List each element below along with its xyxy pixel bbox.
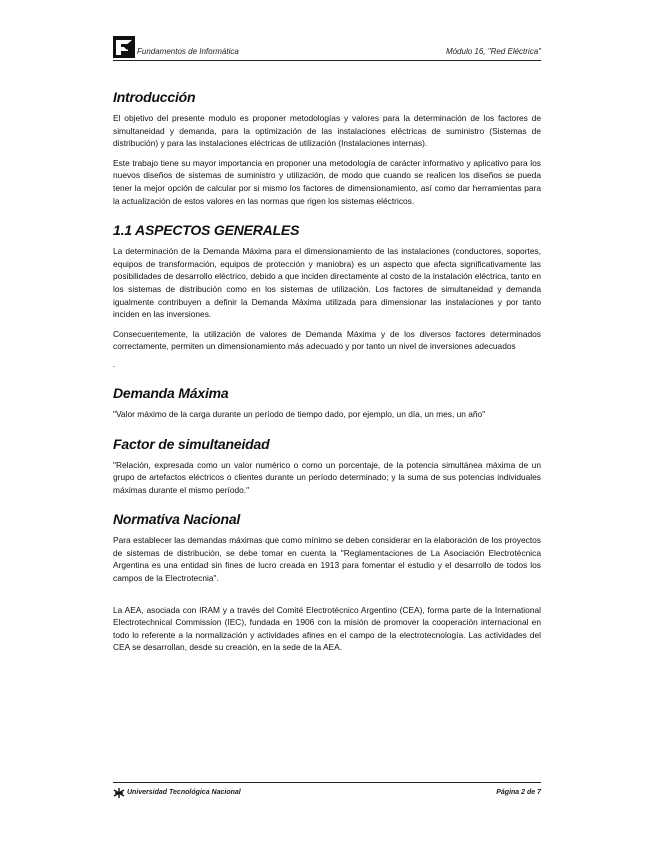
document-body: [113, 88, 541, 654]
section-title-aspectos: 1.1 ASPECTOS GENERALES: [113, 222, 300, 239]
institution-logo: [113, 36, 135, 58]
intro-paragraph-1: El objetivo del presente modulo es proponer metodologías y valores para la determinación de los factores de simultaneidad y demanda, para la optimización de las instalaciones eléctricas de suministro (Sistemas de distribución) y para las instalaciones eléctricas de utilización (Instalaciones internas).: [113, 113, 541, 149]
intro-paragraph-2: Este trabajo tiene su mayor importancia en proponer una metodología de carácter informativo y aplicativo para los nuevos diseños de sistemas de suministro y utilización, de modo que cuando se realicen los diseños se pueda tener la mejor opción de calcular por si mismo los factores de dimensionamiento, así como dar herramientas para la actualización de estos valores en las normas que rigen los sistemas eléctricos.: [113, 157, 541, 206]
demanda-definition: "Valor máximo de la carga durante un período de tiempo dado, por ejemplo, un día, un mes, un año": [113, 408, 486, 419]
header-module-title: Módulo 16, "Red Eléctrica": [445, 47, 541, 56]
header-course-title: Fundamentos de Informática: [137, 47, 239, 56]
aspectos-paragraph-2: Consecuentemente, la utilización de valores de Demanda Máxima y de los diversos factores determinados correctamente, permiten un dimensionamiento más adecuado y por tanto un nivel de inversiones adecuados: [113, 328, 541, 352]
utn-icon: [113, 787, 125, 799]
normativa-paragraph-1: Para establecer las demandas máximas que como mínimo se deben considerar en la elaboración de los proyectos de sistemas de distribución, se debe tomar en cuenta la "Reglamentaciones de La Asociación Electrotécnica Argentina es una entidad sin fines de lucro creada en 1913 para fomentar el estudio y el desarrollo de todos los campos de la Electrotecnia".: [113, 535, 541, 584]
normativa-paragraph-2: La AEA, asociada con IRAM y a través del Comité Electrotécnico Argentino (CEA), forma parte de la International Electrotechnical Commission (IEC), fundada en 1906 con la misión de promover la cooperación internacional en todo lo referente a la normalización y actividades afines en el campo de la electrotecnología. Las actividades del CEA se desarrollan, desde su creación, en la sede de la AEA.: [113, 604, 541, 653]
stray-period: .: [113, 359, 116, 369]
section-title-demanda: Demanda Máxima: [113, 384, 229, 401]
page-header: [113, 36, 541, 61]
section-title-intro: Introducción: [113, 89, 196, 105]
section-title-factor: Factor de simultaneidad: [113, 435, 270, 452]
footer-university: Universidad Tecnológica Nacional: [127, 789, 241, 796]
aspectos-paragraph-1: La determinación de la Demanda Máxima para el dimensionamiento de las instalaciones (conductores, soportes, equipos de transformación, equipos de protección y maniobra) es un aspecto que afecta significativamente las posibilidades de desarrollo eléctrico, debido a que inciden directamente al costo de la instalación eléctrica, tanto en los sistemas de distribución como en los sistemas de utilización. Los factores de simultaneidad y demanda igualmente contribuyen a definir la Demanda Máxima utilizada para dimensionar las instalaciones y por tanto inciden en las inversiones.: [113, 246, 541, 320]
section-title-normativa: Normativa Nacional: [113, 511, 241, 528]
footer-page-number: Página 2 de 7: [496, 789, 541, 796]
factor-definition: "Relación, expresada como un valor numérico o como un porcentaje, de la potencia simultánea máxima de un grupo de artefactos eléctricos o clientes durante un período determinado; y la suma de sus potencias individuales máximas durante el mismo período.": [113, 459, 541, 495]
page-footer: [113, 782, 541, 803]
